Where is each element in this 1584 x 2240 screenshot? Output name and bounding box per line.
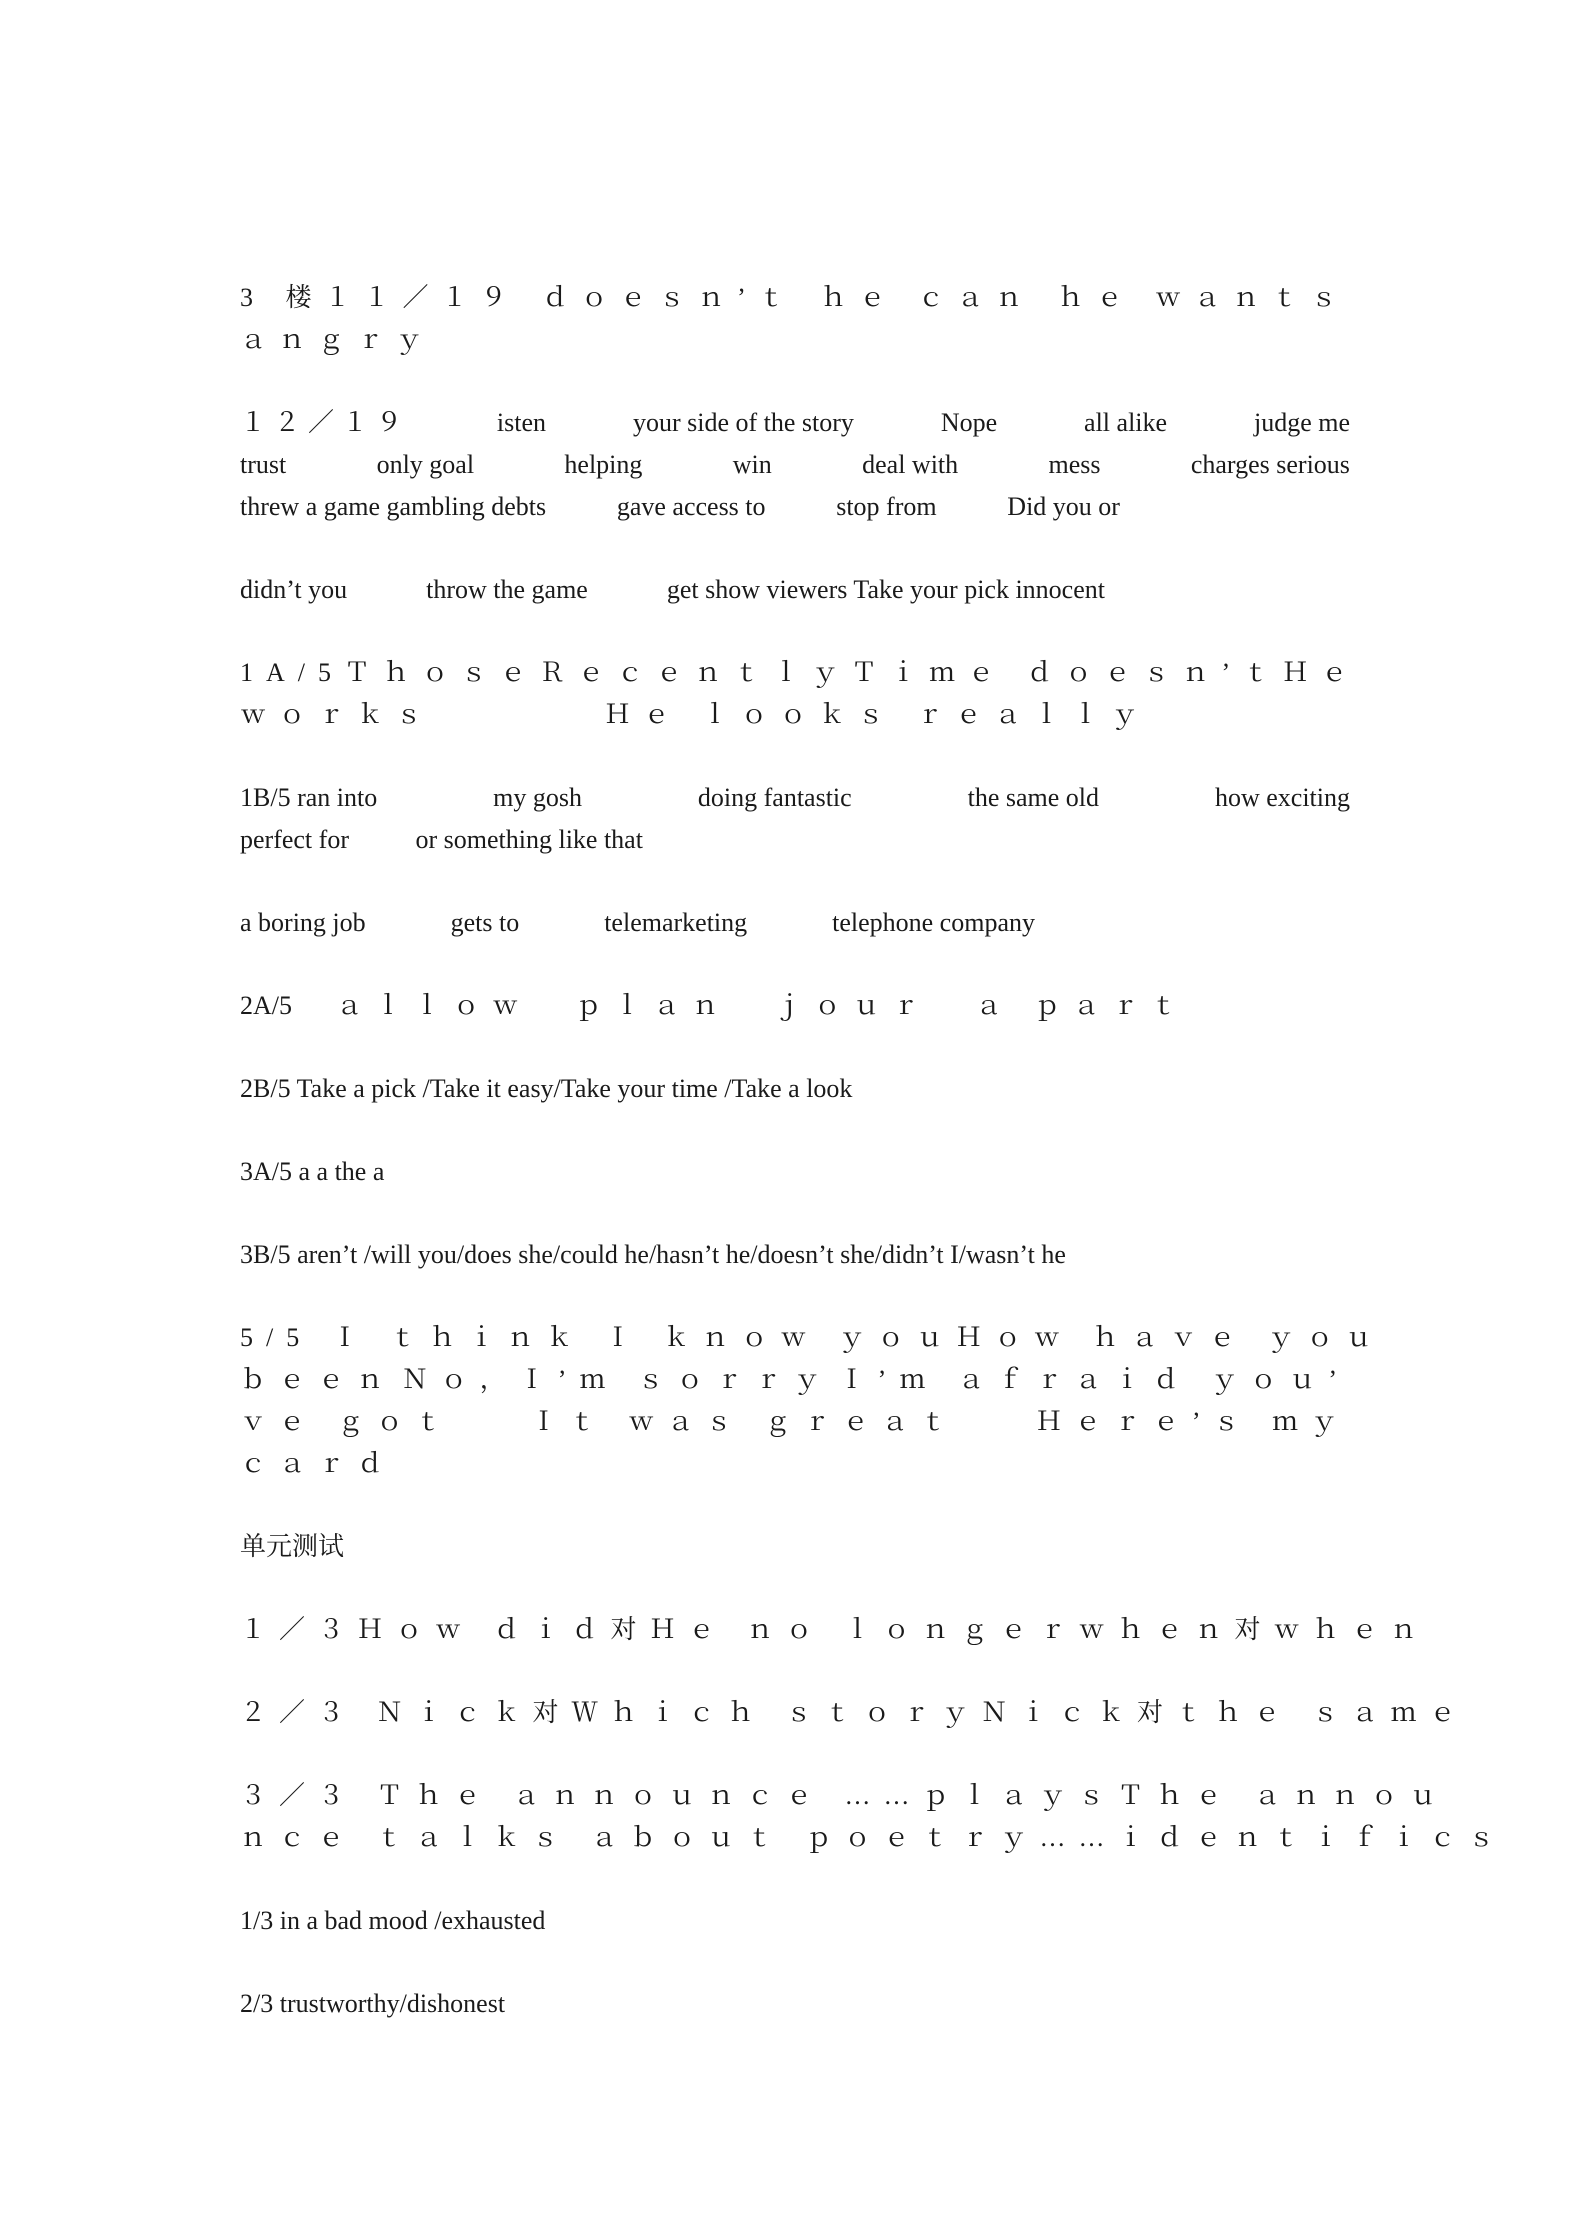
text-segment: gets to	[450, 908, 520, 937]
text-segment: ｈｅ ｗａｎｔｓ	[1057, 283, 1350, 312]
line-l11	[240, 903, 1035, 943]
line-l21	[240, 1610, 1430, 1650]
line-l19	[240, 1444, 1350, 1484]
text-segment: Ｔｈｅ ａｎｎｏｕ	[1117, 1781, 1450, 1810]
text-segment: Ｔｉｍｅ ｄｏｅｓｎ’ｔ	[851, 658, 1283, 687]
line-l16	[240, 1318, 1385, 1358]
text-segment: Ｈｅｒｅ’ｓ ｍｙ	[1035, 1407, 1350, 1436]
line-l22	[240, 1693, 1469, 1733]
text-segment: the same old	[967, 783, 1100, 812]
line-l01	[240, 278, 1350, 318]
text-segment: 单元测试	[240, 1532, 345, 1561]
text-segment: threw a game gambling debts	[240, 492, 547, 521]
line-l02	[240, 320, 1350, 360]
text-segment: how exciting	[1214, 783, 1350, 812]
text-segment: ｖｅ ｇｏｔ	[240, 1407, 455, 1436]
line-l26	[240, 1984, 1350, 2024]
text-segment: ｂｅｅｎ	[240, 1365, 397, 1394]
text-segment: 2A/5	[240, 991, 292, 1020]
line-l15	[240, 1235, 1350, 1275]
text-segment: ｈｅ ｃａｎ	[820, 283, 1035, 312]
line-l07	[240, 653, 1361, 693]
text-segment: a boring job	[240, 908, 366, 937]
section-heading	[240, 1527, 1350, 1567]
text-segment: ｄｏｅｓｎ’ｔ	[542, 283, 798, 312]
text-segment: ｐｌａｎ	[575, 991, 732, 1020]
text-segment: or something like that	[415, 825, 643, 854]
text-segment: get show viewers Take your pick innocent	[666, 575, 1105, 604]
line-l09	[240, 778, 1350, 818]
text-segment: 3B/5 aren’t /will you/does she/could he/hasn’t he/doesn’t she/didn’t I/wasn’t he	[240, 1240, 1066, 1269]
text-segment: Ｈｅ ｌｏｏｋｓ ｒｅａｌｌｙ	[604, 700, 1151, 729]
text-segment: ３／３ Ｔｈｅ ａｎｎｏｕｎｃｅ ……ｐｌａｙｓ	[240, 1781, 1118, 1810]
text-segment: 3 楼１１／１９	[240, 283, 520, 312]
text-segment: ａｌｌｏｗ	[336, 991, 532, 1020]
text-segment: 5/5 Ｉ ｔｈｉｎｋ Ｉ ｋｎｏｗ ｙｏｕ	[240, 1323, 956, 1352]
line-l24	[240, 1818, 1508, 1858]
text-segment: ２／３ Ｎｉｃｋ对Ｗｈｉｃｈ ｓｔｏｒｙ	[240, 1698, 982, 1727]
text-segment: ｊｏｕｒ	[775, 991, 932, 1020]
text-segment: isten	[496, 408, 547, 437]
text-segment: Did you or	[1007, 492, 1120, 521]
text-segment: didn’t you	[240, 575, 348, 604]
line-l25	[240, 1901, 1350, 1941]
text-segment: perfect for	[240, 825, 349, 854]
line-l18	[240, 1402, 1350, 1442]
line-l05	[240, 487, 1120, 527]
text-segment: 2B/5 Take a pick /Take it easy/Take your time /Take a look	[240, 1074, 853, 1103]
text-segment: mess	[1048, 450, 1101, 479]
text-segment: １／３Ｈｏｗ ｄｉｄ对Ｈｅ ｎｏ ｌｏｎｇｅｒ	[240, 1615, 1079, 1644]
text-segment: Ｒｅｃｅｎｔｌｙ	[539, 658, 852, 687]
text-segment: ａｎｇｒｙ	[240, 325, 436, 354]
line-l17	[240, 1360, 1350, 1400]
text-segment: stop from	[836, 492, 937, 521]
line-l04	[240, 445, 1350, 485]
line-l08	[240, 695, 1350, 735]
text-segment: all alike	[1084, 408, 1168, 437]
line-l06	[240, 570, 1105, 610]
line-l03	[240, 403, 1350, 443]
text-segment: 1A/5Ｔｈｏｓｅ	[240, 658, 540, 687]
text-segment: ｎｃｅ ｔａｌｋｓ ａｂｏｕｔ ｐｏｅｔｒｙ……ｉｄｅｎｔｉｆｉｃｓ	[240, 1823, 1508, 1852]
text-segment: doing fantastic	[697, 783, 852, 812]
text-segment: charges serious	[1190, 450, 1350, 479]
text-segment: Nope	[940, 408, 998, 437]
text-segment: ｗｈｅｎ对ｗｈｅｎ	[1078, 1615, 1430, 1644]
text-segment: my gosh	[493, 783, 582, 812]
text-segment: Ｎｏ，Ｉ’ｍ ｓｏｒｒｙ	[401, 1365, 833, 1394]
line-l12	[240, 986, 1190, 1026]
text-segment: your side of the story	[632, 408, 854, 437]
line-l23	[240, 1776, 1450, 1816]
text-segment: 1B/5 ran into	[240, 783, 378, 812]
text-segment: helping	[564, 450, 643, 479]
text-segment: telephone company	[832, 908, 1035, 937]
text-segment: Ｈｏｗ ｈａｖｅ ｙｏｕ	[955, 1323, 1385, 1352]
text-segment: judge me	[1253, 408, 1350, 437]
text-segment: deal with	[862, 450, 959, 479]
text-segment: 3A/5 a a the a	[240, 1157, 385, 1186]
text-segment: Ｉ’ｍ ａｆｒａｉｄ ｙｏｕ’	[838, 1365, 1350, 1394]
text-segment: 2/3 trustworthy/dishonest	[240, 1989, 506, 2018]
text-segment: Ｉｔ ｗａｓ ｇｒｅａｔ	[530, 1407, 960, 1436]
text-segment: ａ ｐａｒｔ	[975, 991, 1190, 1020]
text-segment: 1/3 in a bad mood /exhausted	[240, 1906, 546, 1935]
text-segment: throw the game	[426, 575, 588, 604]
text-segment: １２／１９	[240, 408, 411, 437]
line-l13	[240, 1069, 1350, 1109]
text-segment: win	[732, 450, 772, 479]
text-segment: telemarketing	[604, 908, 748, 937]
text-segment: ｗｏｒｋｓ	[240, 700, 436, 729]
text-segment: trust	[240, 450, 287, 479]
line-l10	[240, 820, 1350, 860]
text-segment: gave access to	[616, 492, 766, 521]
text-segment: Ｈｅ	[1282, 658, 1361, 687]
line-l14	[240, 1152, 1350, 1192]
text-segment: ｃａｒｄ	[240, 1449, 397, 1478]
text-segment: only goal	[376, 450, 475, 479]
text-segment: Ｎｉｃｋ对ｔｈｅ ｓａｍｅ	[981, 1698, 1469, 1727]
